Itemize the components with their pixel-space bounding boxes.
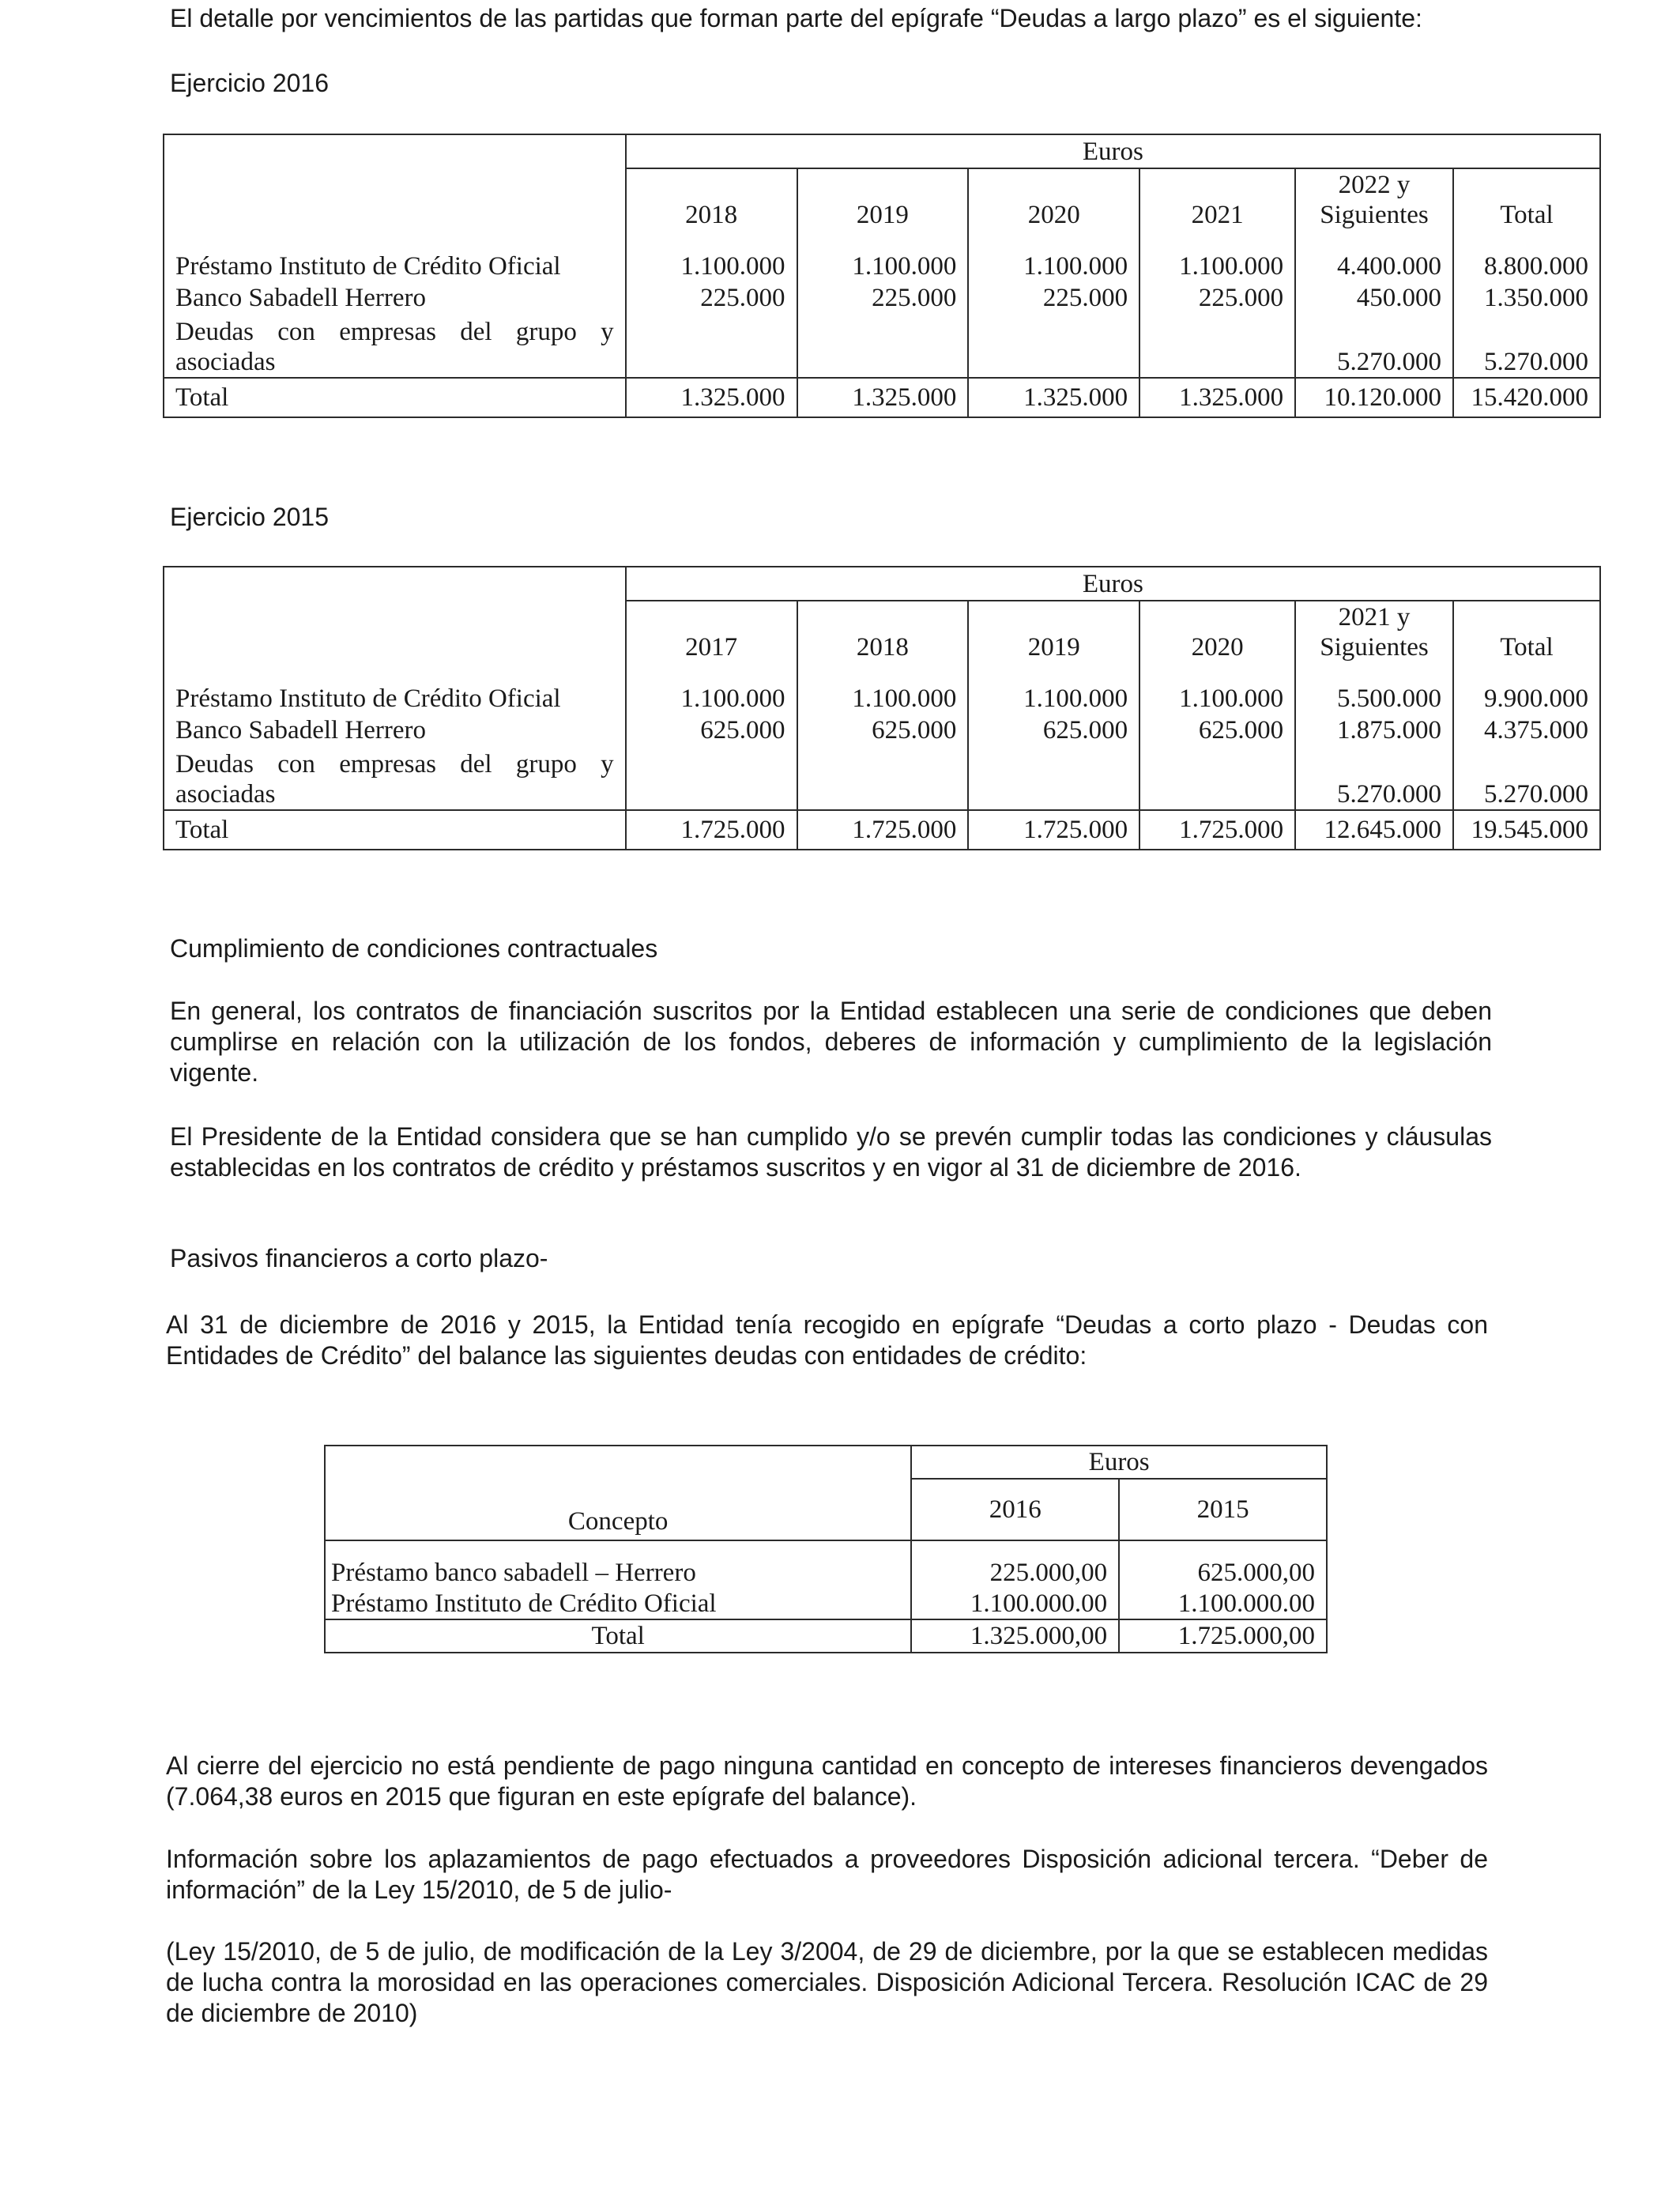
paragraph: En general, los contratos de financiación suscritos por la Entidad establecen una serie de condiciones que deben cumplirse en relación con la utilización de los fondos, deberes de información y cumplimiento de la legislación vigente. (170, 997, 1492, 1087)
col-header: Total (1453, 168, 1600, 230)
total-row (325, 1619, 1327, 1653)
row-label: Total (164, 810, 626, 850)
paragraph: Al 31 de diciembre de 2016 y 2015, la Entidad tenía recogido en epígrafe “Deudas a corto plazo - Deudas con Entidades de Crédito” del balance las siguientes deudas con entidades de crédito: (166, 1310, 1488, 1370)
cell (1139, 313, 1295, 378)
cell: 1.325.000 (1139, 378, 1295, 417)
cell: 1.725.000 (626, 810, 797, 850)
row-label: Banco Sabadell Herrero (175, 284, 427, 312)
cell: 1.325.000 (626, 378, 797, 417)
cell: 15.420.000 (1453, 378, 1600, 417)
col-header: Total (1453, 601, 1600, 662)
paragraph: El Presidente de la Entidad considera que se han cumplido y/o se prevén cumplir todas las condiciones y cláusulas establecidas en los contratos de crédito y préstamos suscritos y en vigor al 31 de diciembre de 2016. (170, 1122, 1492, 1182)
cell: 1.100.000 (968, 680, 1139, 714)
cell: 4.400.000 (1295, 247, 1453, 281)
table-row (164, 714, 1600, 745)
cell (1139, 745, 1295, 810)
col-header: 2021 (1139, 168, 1295, 230)
cell: 10.120.000 (1295, 378, 1453, 417)
cell: 4.375.000 (1453, 714, 1600, 745)
cell: 225.000 (968, 281, 1139, 313)
cell: 225.000 (626, 281, 797, 313)
paragraph: Al cierre del ejercicio no está pendiente de pago ninguna cantidad en concepto de intereses financieros devengados (7.064,38 euros en 2015 que figuran en este epígrafe del balance). (166, 1751, 1488, 1811)
table-row (325, 1588, 1327, 1619)
concepto-header: Concepto (567, 1507, 669, 1536)
col-header: 2019 (968, 601, 1139, 662)
euros-header: Euros (911, 1446, 1327, 1479)
cell: 1.100.000 (968, 247, 1139, 281)
col-header: 2017 (626, 601, 797, 662)
cell: 1.725.000 (797, 810, 969, 850)
total-row (164, 378, 1600, 417)
row-label: Deudas con empresas del grupo y asociadas (175, 318, 614, 376)
intro-paragraph: El detalle por vencimientos de las partidas que forman parte del epígrafe “Deudas a largo plazo” es el siguiente: (170, 4, 1422, 32)
paragraph: Información sobre los aplazamientos de pago efectuados a proveedores Disposición adicional tercera. “Deber de información” de la Ley 15/2010, de 5 de julio- (166, 1845, 1488, 1904)
cell: 5.270.000 (1295, 745, 1453, 810)
cell: 1.100.000 (626, 680, 797, 714)
cell: 9.900.000 (1453, 680, 1600, 714)
cell: 225.000,00 (911, 1558, 1119, 1588)
cell (797, 745, 969, 810)
cell: 1.725.000,00 (1119, 1619, 1327, 1653)
section-heading-cumplimiento: Cumplimiento de condiciones contractuales (170, 934, 658, 963)
cell: 1.350.000 (1453, 281, 1600, 313)
row-label: Total (325, 1619, 911, 1653)
cell: 1.875.000 (1295, 714, 1453, 745)
col-header: 2020 (968, 168, 1139, 230)
cell (626, 745, 797, 810)
cell: 1.100.000 (1139, 247, 1295, 281)
col-header: 2020 (1139, 601, 1295, 662)
table-row (325, 1558, 1327, 1588)
cell: 1.100.000 (626, 247, 797, 281)
cell: 1.100.000 (1139, 680, 1295, 714)
cell: 225.000 (1139, 281, 1295, 313)
row-label: Préstamo Instituto de Crédito Oficial (331, 1589, 717, 1618)
row-label: Préstamo banco sabadell – Herrero (331, 1559, 696, 1587)
cell: 225.000 (797, 281, 969, 313)
col-header: 2019 (797, 168, 969, 230)
cell: 1.100.000 (797, 680, 969, 714)
short-term-debt-table (324, 1445, 1328, 1653)
row-label: Total (164, 378, 626, 417)
cell: 1.100.000.00 (1119, 1588, 1327, 1619)
table-row (164, 247, 1600, 281)
cell: 1.100.000 (797, 247, 969, 281)
section-heading-2016: Ejercicio 2016 (170, 69, 329, 97)
cell: 5.500.000 (1295, 680, 1453, 714)
cell (968, 313, 1139, 378)
row-label: Préstamo Instituto de Crédito Oficial (175, 684, 561, 713)
col-header: 2021 y Siguientes (1295, 601, 1453, 662)
cell: 5.270.000 (1453, 745, 1600, 810)
table-row (164, 680, 1600, 714)
cell (968, 745, 1139, 810)
euros-header: Euros (626, 567, 1600, 601)
cell: 625.000 (626, 714, 797, 745)
col-header: 2015 (1119, 1479, 1327, 1540)
cell: 12.645.000 (1295, 810, 1453, 850)
col-header: 2018 (797, 601, 969, 662)
cell: 625.000 (1139, 714, 1295, 745)
cell (626, 313, 797, 378)
maturity-table-2016 (163, 134, 1601, 418)
col-header: 2016 (911, 1479, 1119, 1540)
cell: 625.000,00 (1119, 1558, 1327, 1588)
cell: 625.000 (797, 714, 969, 745)
maturity-table-2015 (163, 566, 1601, 850)
col-header: 2022 y Siguientes (1295, 168, 1453, 230)
cell: 625.000 (968, 714, 1139, 745)
cell: 1.725.000 (1139, 810, 1295, 850)
table-row (164, 313, 1600, 378)
cell: 1.100.000.00 (911, 1588, 1119, 1619)
cell: 19.545.000 (1453, 810, 1600, 850)
cell: 5.270.000 (1453, 313, 1600, 378)
euros-header: Euros (626, 134, 1600, 168)
cell: 5.270.000 (1295, 313, 1453, 378)
cell: 1.325.000 (968, 378, 1139, 417)
row-label: Deudas con empresas del grupo y asociadas (175, 750, 614, 809)
cell: 1.725.000 (968, 810, 1139, 850)
cell: 450.000 (1295, 281, 1453, 313)
cell: 1.325.000 (797, 378, 969, 417)
cell: 1.325.000,00 (911, 1619, 1119, 1653)
table-row (164, 281, 1600, 313)
row-label: Banco Sabadell Herrero (175, 716, 427, 745)
paragraph: (Ley 15/2010, de 5 de julio, de modificación de la Ley 3/2004, de 29 de diciembre, por la que se establecen medidas de lucha contra la morosidad en las operaciones comerciales. Disposición Adicional Tercera. Resolución ICAC de 29 de diciembre de 2010) (166, 1937, 1488, 2027)
col-header: 2018 (626, 168, 797, 230)
section-heading-2015: Ejercicio 2015 (170, 503, 329, 531)
cell: 8.800.000 (1453, 247, 1600, 281)
cell (797, 313, 969, 378)
section-heading-corto-plazo: Pasivos financieros a corto plazo- (170, 1244, 548, 1272)
table-row (164, 745, 1600, 810)
row-label: Préstamo Instituto de Crédito Oficial (175, 252, 561, 281)
total-row (164, 810, 1600, 850)
